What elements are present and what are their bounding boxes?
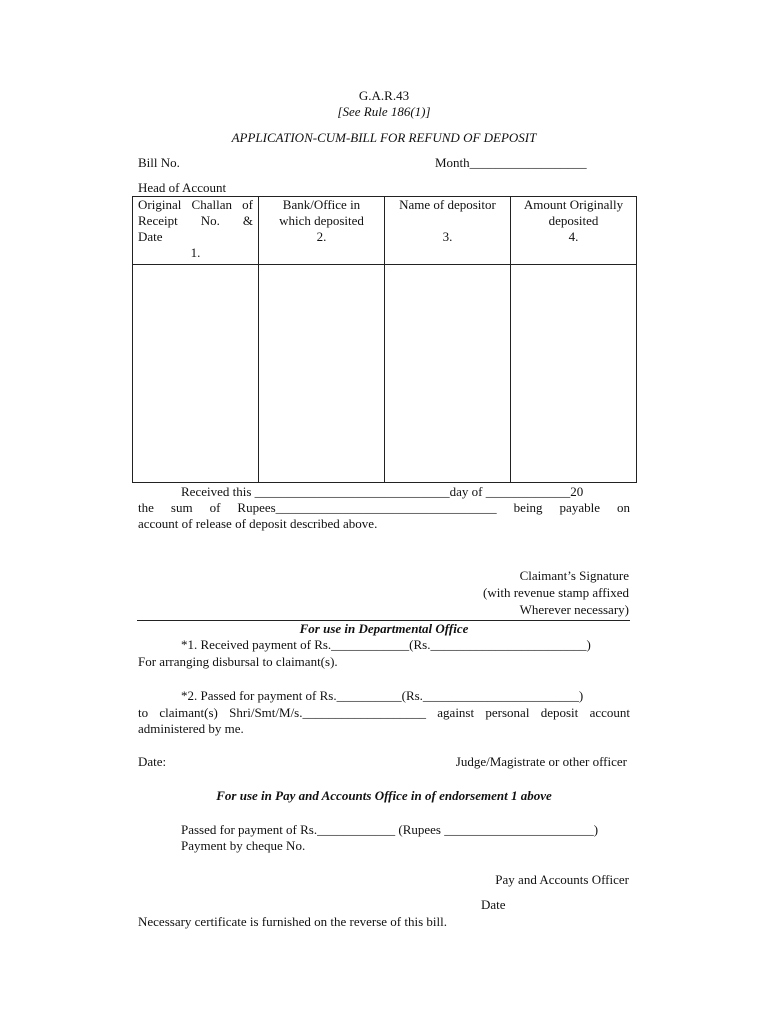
entry-cell-1[interactable]: [133, 265, 259, 483]
col3-number: 3.: [442, 229, 453, 244]
col-depositor-name: [385, 197, 511, 265]
deposit-table: [132, 196, 637, 483]
claimant-stamp-note: (with revenue stamp affixed: [483, 585, 629, 600]
table-header-row: [133, 197, 637, 265]
form-title: APPLICATION-CUM-BILL FOR REFUND OF DEPOSIT: [231, 130, 537, 145]
rule-reference: [See Rule 186(1)]: [337, 104, 431, 119]
departmental-item-2: *2. Passed for payment of Rs.__________(Rs.________________________): [181, 688, 584, 703]
entry-cell-2[interactable]: [259, 265, 385, 483]
footer-certificate-note: Necessary certificate is furnished on the reverse of this bill.: [138, 914, 447, 929]
pao-date-label: Date: [481, 897, 506, 912]
receipt-line-1: Received this ______________________________day of _____________20: [181, 484, 584, 499]
col4-line1: Amount Originally: [523, 197, 624, 212]
departmental-item-1: *1. Received payment of Rs.____________(Rs.________________________): [181, 637, 591, 652]
judge-magistrate-label: Judge/Magistrate or other officer: [455, 754, 627, 769]
departmental-item-2-cont1: to claimant(s) Shri/Smt/M/s.___________________ against personal deposit account: [138, 705, 630, 720]
col-original-challan: [133, 197, 259, 265]
col2-line2: which deposited: [279, 213, 364, 228]
pao-passed-line: Passed for payment of Rs.____________ (Rupees _______________________): [181, 822, 599, 837]
col1-line3: Date: [138, 229, 163, 244]
claimant-necessary-note: Wherever necessary): [519, 602, 629, 617]
col4-line2: deposited: [548, 213, 599, 228]
col1-line2: Receipt No. &: [138, 213, 253, 228]
claimant-signature: Claimant’s Signature: [519, 568, 629, 583]
departmental-heading: For use in Departmental Office: [299, 621, 469, 636]
departmental-item-2-cont2: administered by me.: [138, 721, 244, 736]
col-bank-office: [259, 197, 385, 265]
col2-number: 2.: [316, 229, 327, 244]
col3-line1: Name of depositor: [399, 197, 496, 212]
month-field: Month__________________: [435, 155, 587, 170]
pao-officer-label: Pay and Accounts Officer: [495, 872, 629, 887]
head-of-account-label: Head of Account: [138, 180, 227, 195]
departmental-date-label: Date:: [138, 754, 167, 769]
pao-heading: For use in Pay and Accounts Office in of endorsement 1 above: [216, 788, 552, 803]
pao-cheque-line: Payment by cheque No.: [181, 838, 306, 853]
col1-line1: Original Challan of: [138, 197, 253, 212]
table-entry-row: [133, 265, 637, 483]
col2-line1: Bank/Office in: [282, 197, 361, 212]
receipt-line-3: account of release of deposit described above.: [138, 516, 378, 531]
receipt-line-2: the sum of Rupees__________________________________ being payable on: [138, 500, 630, 515]
col4-number: 4.: [568, 229, 579, 244]
receipt-line-2-block: [138, 500, 630, 516]
entry-cell-4[interactable]: [511, 265, 637, 483]
col-amount-deposited: [511, 197, 637, 265]
bill-no-label: Bill No.: [138, 155, 180, 170]
departmental-item-2-block: [138, 705, 630, 721]
departmental-item-1-cont: For arranging disbursal to claimant(s).: [138, 654, 338, 669]
entry-cell-3[interactable]: [385, 265, 511, 483]
col1-number: 1.: [190, 245, 201, 260]
form-code: G.A.R.43: [358, 88, 410, 103]
